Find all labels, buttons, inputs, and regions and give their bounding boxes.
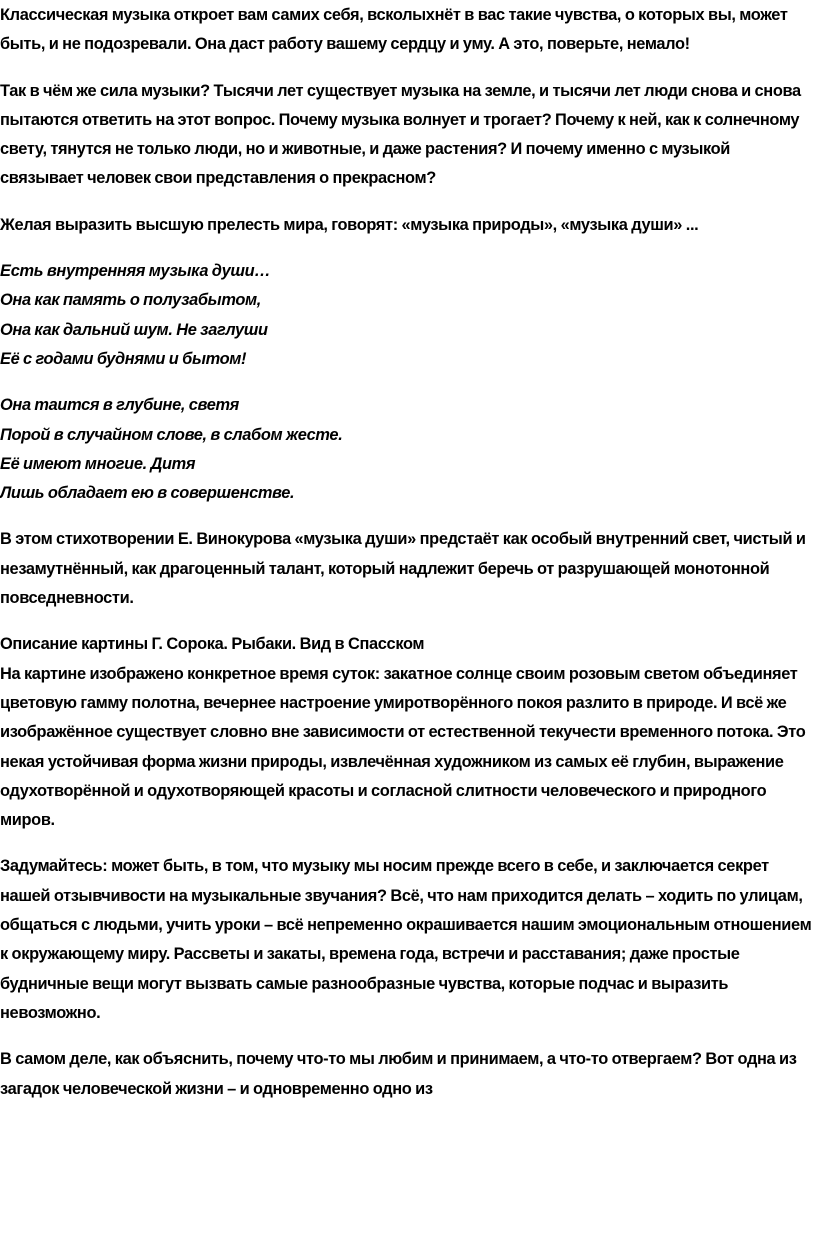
intro-paragraph: Классическая музыка откроет вам самих себя, всколыхнёт в вас такие чувства, о которых вы, может быть, и не подозревали. Она даст работу вашему сердцу и уму. А это, поверьте, немало! (0, 6, 788, 54)
poem-line: Лишь обладает ею в совершенстве. (0, 484, 295, 503)
poem-line: Она таится в глубине, светя (0, 396, 239, 415)
painting-title: Описание картины Г. Сорока. Рыбаки. Вид в Спасском (0, 635, 425, 654)
poem-line: Она как дальний шум. Не заглуши (0, 320, 268, 339)
poem-line: Её с годами буднями и бытом! (0, 349, 247, 368)
poem-line: Она как память о полузабытом, (0, 291, 261, 310)
closing-paragraph: В самом деле, как объяснить, почему что-то мы любим и принимаем, а что-то отвергаем? Вот одна из загадок человеческой жизни – и одновременно одно из (0, 1050, 797, 1098)
poem-line: Есть внутренняя музыка души… (0, 262, 271, 281)
poem-stanza-2 (0, 391, 814, 508)
poem-line: Порой в случайном слове, в слабом жесте. (0, 425, 343, 444)
poem-commentary-paragraph: В этом стихотворении Е. Винокурова «музыка души» предстаёт как особый внутренний свет, чистый и незамутнённый, как драгоценный талант, который надлежит беречь от разрушающей монотонной повседневности. (0, 530, 806, 608)
poem-line: Её имеют многие. Дитя (0, 454, 196, 473)
music-power-paragraph: Так в чём же сила музыки? Тысячи лет существует музыка на земле, и тысячи лет люди снова и снова пытаются ответить на этот вопрос. Почему музыка волнует и трогает? Почему к ней, как к солнечному свету, тянутся не только люди, но и животные, и даже растения? И почему именно с музыкой связывает человек свои представления о прекрасном? (0, 81, 801, 188)
poem-stanza-1 (0, 257, 814, 374)
painting-description-paragraph: На картине изображено конкретное время суток: закатное солнце своим розовым светом объединяет цветовую гамму полотна, вечернее настроение умиротворённого покоя разлито в природе. И всё же изображённое существует словно вне зависимости от естественной текучести временного потока. Это некая устойчивая форма жизни природы, извлечённая художником из самых её глубин, выражение одухотворённой и одухотворяющей красоты и согласной слитности человеческого и природного миров. (0, 664, 806, 830)
music-of-soul-paragraph: Желая выразить высшую прелесть мира, говорят: «музыка природы», «музыка души» ... (0, 215, 699, 234)
reflection-paragraph: Задумайтесь: может быть, в том, что музыку мы носим прежде всего в себе, и заключается секрет нашей отзывчивости на музыкальные звучания? Всё, что нам приходится делать – ходить по улицам, общаться с людьми, учить уроки – всё непременно окрашивается нашим эмоциональным отношением к окружающему миру. Рассветы и закаты, времена года, встречи и расставания; даже простые будничные вещи могут вызвать самые разнообразные чувства, которые подчас и выразить невозможно. (0, 857, 812, 1022)
